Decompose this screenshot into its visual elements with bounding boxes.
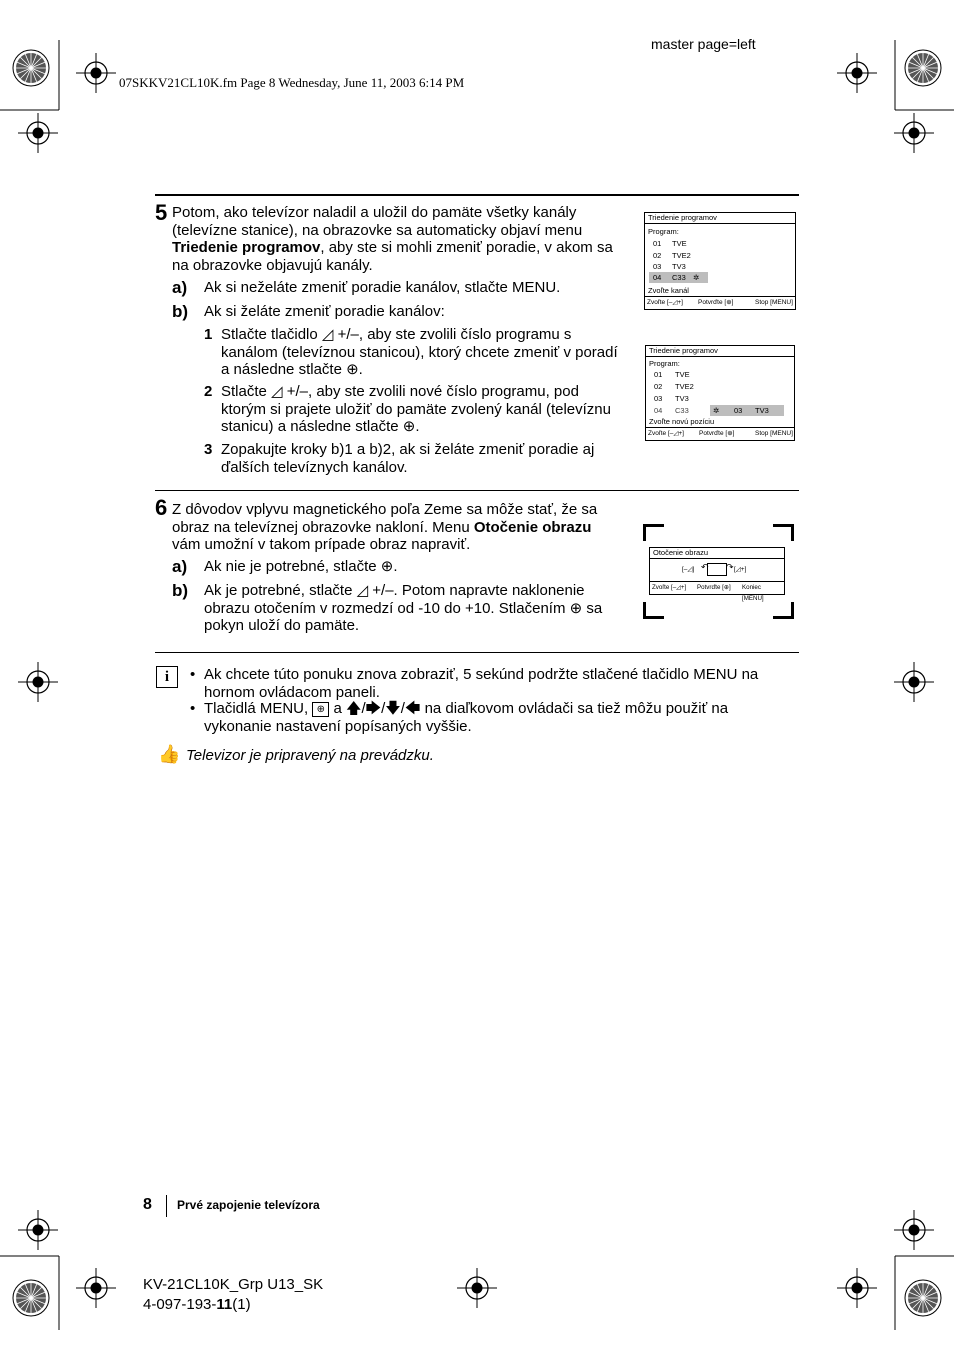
part-number-pre: 4-097-193-: [143, 1296, 217, 1313]
model-code: KV-21CL10K_Grp U13_SK: [143, 1276, 324, 1293]
osd-row-num: 02: [653, 251, 662, 260]
osd-title: Triedenie programov: [645, 213, 795, 224]
osd-left-bracket: [–◿]: [682, 566, 695, 573]
info-icon: i: [156, 666, 178, 688]
osd-row-name: TVE2: [675, 382, 694, 391]
option-b-text: [204, 582, 634, 635]
rotate-right-icon: ↷: [726, 562, 734, 572]
osd-row-num: 03: [654, 394, 663, 403]
option-b-line: obrazu otočením v rozmedzí od -10 do +10. Stlačením ⊕ sa: [204, 599, 603, 617]
osd-footer: [646, 427, 794, 440]
note-text: na diaľkovom ovládači sa tiež môžu použiť na: [424, 700, 729, 717]
part-number-post: (1): [232, 1296, 251, 1313]
section-divider: [155, 652, 799, 653]
arrow-keys-icon: 🡅/🡆/🡇/🡄: [346, 700, 421, 717]
section-title: Prvé zapojenie televízora: [177, 1198, 320, 1212]
step6-intro-pre: obraz na televíznej obrazovke nakloní. Menu: [172, 518, 474, 536]
step5-intro-line: Potom, ako televízor naladil a uložil do pamäte všetky kanály: [172, 204, 577, 221]
osd-hint: Zvoľte novú pozíciu: [649, 417, 715, 426]
osd-footer: [650, 581, 784, 602]
substep-number: 3: [204, 441, 213, 458]
substep-line: kanálom (televíznou stanicou), ktorý chcete zmeniť v poradí: [221, 343, 618, 361]
master-page-label: master page=left: [651, 36, 756, 52]
osd-picture-rotation: [649, 547, 785, 602]
bullet-dot: •: [190, 700, 196, 717]
osd-foot-confirm: Potvrďte [⊕]: [698, 299, 734, 306]
osd-row-num: 04: [653, 273, 662, 282]
option-b-line: Ak je potrebné, stlačte ◿ +/–. Potom napravte naklonenie: [204, 582, 585, 599]
note-text: a: [333, 700, 342, 717]
osd-foot-confirm: Potvrďte [⊕]: [697, 584, 731, 591]
step6-intro-line: [172, 519, 627, 537]
osd-row-name: C33: [672, 273, 686, 282]
osd-row-num: 01: [654, 370, 663, 379]
step6-intro: [172, 501, 627, 554]
substep-line: ktorým si prajete uložiť do pamäte zvolený kanál (televíznu: [221, 400, 611, 418]
tilt-screen-icon: [707, 563, 727, 576]
substep-line: Stlačte ◿ +/–, aby ste zvolili nové číslo programu, pod: [221, 383, 579, 400]
osd-right-bracket: [◿+]: [734, 566, 747, 573]
osd-row-num: 04: [654, 406, 663, 415]
step5-intro: [172, 204, 627, 274]
osd-row-name: TVE: [675, 370, 690, 379]
osd-row-name: TV3: [672, 262, 686, 271]
step5-intro-rest: , aby ste si mohli zmeniť poradie, v akom sa: [320, 239, 613, 256]
osd-foot-select: Zvoľte [–◿+]: [647, 299, 683, 306]
file-info-header: 07SKKV21CL10K.fm Page 8 Wednesday, June 11, 2003 6:14 PM: [119, 75, 465, 90]
page-number: 8: [143, 1196, 152, 1213]
substep-number: 2: [204, 383, 213, 400]
ok-button-icon: ⊕: [312, 702, 329, 717]
substep-3: [221, 441, 631, 476]
note-bullet-2: [204, 700, 804, 735]
osd-moved-name: TV3: [755, 406, 769, 415]
osd-hint: Zvoľte kanál: [648, 286, 689, 295]
substep-line: ďalších televíznych kanálov.: [221, 458, 408, 476]
osd-row-name: TVE: [672, 239, 687, 248]
section-divider: [155, 194, 799, 196]
osd-foot-select: Zvoľte [–◿+]: [652, 584, 687, 591]
option-a-label: a): [172, 557, 188, 576]
osd-selection-highlight: [710, 405, 784, 416]
substep-2: [221, 383, 631, 436]
step6-intro-line: vám umožní v takom prípade obraz napraviť.: [172, 536, 471, 553]
osd-moved-num: 03: [734, 406, 743, 415]
thumbs-up-icon: 👍: [158, 744, 181, 764]
osd-row-num: 02: [654, 382, 663, 391]
note-line: [204, 700, 804, 718]
osd-row-num: 01: [653, 239, 662, 248]
screen-corner: [773, 602, 794, 619]
step-number: 6: [155, 495, 168, 520]
note-line: Ak chcete túto ponuku znova zobraziť, 5 sekúnd podržte stlačené tlačidlo MENU na: [204, 666, 759, 683]
option-b-line: pokyn uloží do pamäte.: [204, 617, 360, 634]
option-b-label: b): [172, 581, 189, 600]
option-a-label: a): [172, 278, 188, 297]
substep-line: Stlačte tlačidlo ◿ +/–, aby ste zvolili číslo programu s: [221, 326, 572, 343]
part-number: [143, 1296, 251, 1313]
step6-intro-line: Z dôvodov vplyvu magnetického poľa Zeme sa môže stať, že sa: [172, 501, 598, 518]
osd-title: Otočenie obrazu: [650, 548, 784, 559]
footer-divider: [166, 1195, 167, 1217]
osd-footer: [645, 296, 795, 309]
part-number-bold: 11: [216, 1296, 233, 1313]
step5-intro-line: (televízne stanice), na obrazovke sa automaticky objaví menu: [172, 221, 583, 239]
menu-name-bold: Triedenie programov: [172, 239, 321, 256]
option-a-text: Ak si neželáte zmeniť poradie kanálov, stlačte MENU.: [204, 279, 561, 296]
screen-corner: [643, 524, 664, 541]
screen-corner: [773, 524, 794, 541]
rotate-left-icon: ↶: [701, 562, 709, 572]
screen-corner: [643, 602, 664, 619]
osd-program-label: Program:: [649, 359, 680, 368]
menu-name-bold: Otočenie obrazu: [473, 518, 592, 536]
section-divider: [155, 490, 799, 491]
osd-program-label: Program:: [648, 227, 679, 236]
step-number: 5: [155, 200, 168, 225]
step5-intro-line: na obrazovke objavujú kanály.: [172, 256, 373, 274]
osd-row-num: 03: [653, 262, 662, 271]
ready-message: Televizor je pripravený na prevádzku.: [186, 747, 434, 764]
osd-program-sort-1: [644, 212, 796, 310]
osd-row-name: TVE2: [672, 251, 691, 260]
move-icon: ✲: [713, 406, 720, 415]
note-text: Tlačidlá MENU,: [204, 700, 309, 717]
osd-row-name: C33: [675, 406, 689, 415]
osd-foot-stop: Stop [MENU]: [755, 430, 793, 437]
substep-line: stanicu) a následne stlačte ⊕.: [221, 418, 420, 435]
substep-1: [221, 326, 631, 379]
option-a-text: Ak nie je potrebné, stlačte ⊕.: [204, 558, 398, 575]
osd-title: Triedenie programov: [646, 346, 794, 357]
move-icon: ✲: [693, 273, 700, 282]
note-line: hornom ovládacom paneli.: [204, 683, 380, 701]
osd-foot-confirm: Potvrďte [⊕]: [699, 430, 735, 437]
substep-number: 1: [204, 326, 213, 343]
bullet-dot: •: [190, 666, 196, 683]
osd-foot-select: Zvoľte [–◿+]: [648, 430, 684, 437]
note-line: vykonanie nastavení popísaných vyššie.: [204, 717, 472, 735]
step5-intro-line: [172, 239, 627, 257]
osd-row-name: TV3: [675, 394, 689, 403]
substep-line: a následne stlačte ⊕.: [221, 361, 363, 378]
option-b-text: Ak si želáte zmeniť poradie kanálov:: [204, 303, 445, 320]
note-bullet-1: [204, 666, 804, 701]
option-b-label: b): [172, 302, 189, 321]
osd-foot-end: Koniec [MENU]: [742, 584, 764, 602]
substep-line: Zopakujte kroky b)1 a b)2, ak si želáte zmeniť poradie aj: [221, 441, 595, 458]
osd-program-sort-2: [645, 345, 795, 441]
osd-foot-stop: Stop [MENU]: [755, 299, 793, 306]
